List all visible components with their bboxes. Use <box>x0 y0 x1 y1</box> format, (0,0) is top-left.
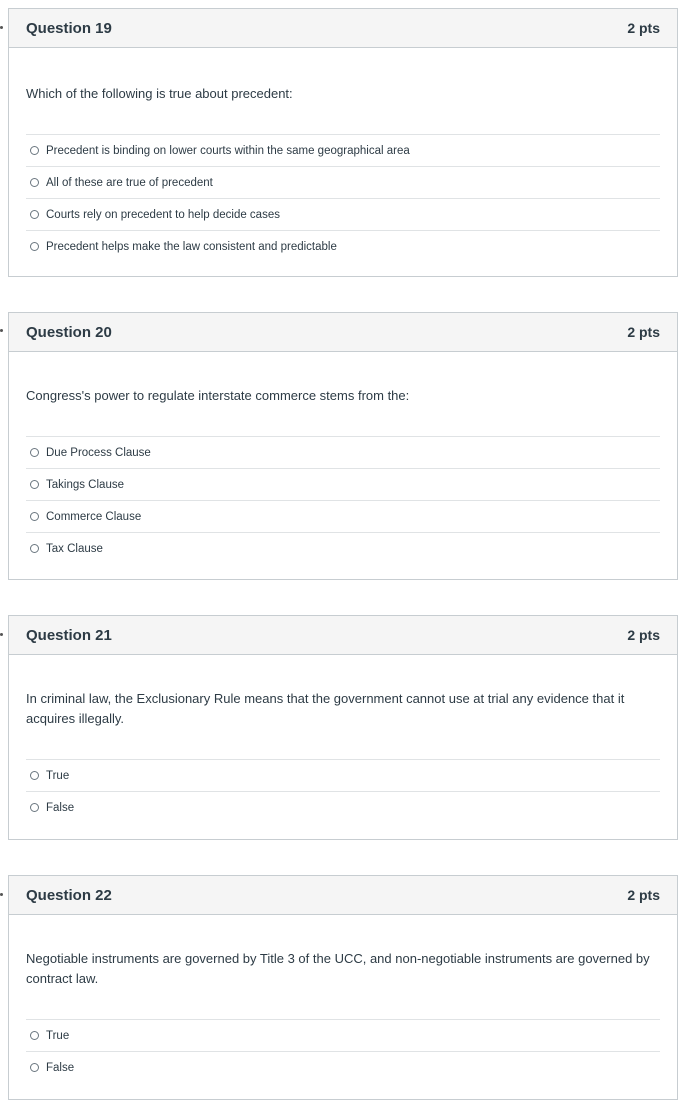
radio-button[interactable] <box>30 803 39 812</box>
answer-option[interactable] <box>26 135 660 167</box>
answer-option[interactable] <box>26 231 660 262</box>
question-header <box>9 616 677 655</box>
radio-button[interactable] <box>30 544 39 553</box>
answer-label: True <box>46 1029 70 1042</box>
answer-option[interactable] <box>26 533 660 564</box>
answer-option[interactable] <box>26 760 660 792</box>
answer-list <box>26 134 660 262</box>
question-text: Negotiable instruments are governed by Title 3 of the UCC, and non-negotiable instruments are governed by contract law. <box>26 951 650 986</box>
radio-button[interactable] <box>30 448 39 457</box>
answer-option[interactable] <box>26 437 660 469</box>
question-22 <box>8 875 678 1100</box>
question-title: Question 19 <box>26 19 112 37</box>
question-text: Congress's power to regulate interstate commerce stems from the: <box>26 388 410 403</box>
question-points: 2 pts <box>627 20 660 36</box>
radio-button[interactable] <box>30 1031 39 1040</box>
answer-label: Takings Clause <box>46 478 124 491</box>
question-points: 2 pts <box>627 887 660 903</box>
question-title: Question 20 <box>26 323 112 341</box>
question-title: Question 22 <box>26 886 112 904</box>
answer-option[interactable] <box>26 199 660 231</box>
radio-button[interactable] <box>30 480 39 489</box>
radio-button[interactable] <box>30 512 39 521</box>
answer-label: False <box>46 1061 75 1074</box>
answer-list <box>26 1019 660 1083</box>
question-20 <box>8 312 678 580</box>
answer-list <box>26 759 660 823</box>
answer-list <box>26 436 660 564</box>
question-21 <box>8 615 678 840</box>
answer-label: Tax Clause <box>46 542 103 555</box>
question-header <box>9 876 677 915</box>
question-marker <box>0 329 3 332</box>
answer-label: True <box>46 769 70 782</box>
answer-label: Precedent is binding on lower courts within the same geographical area <box>46 144 410 157</box>
radio-button[interactable] <box>30 1063 39 1072</box>
answer-option[interactable] <box>26 1020 660 1052</box>
answer-option[interactable] <box>26 1052 660 1083</box>
answer-option[interactable] <box>26 501 660 533</box>
radio-button[interactable] <box>30 210 39 219</box>
question-text: In criminal law, the Exclusionary Rule means that the government cannot use at trial any evidence that it acquires illegally. <box>26 691 625 726</box>
question-points: 2 pts <box>627 324 660 340</box>
question-marker <box>0 893 3 896</box>
question-points: 2 pts <box>627 627 660 643</box>
question-text: Which of the following is true about precedent: <box>26 86 293 101</box>
answer-label: Due Process Clause <box>46 446 151 459</box>
radio-button[interactable] <box>30 146 39 155</box>
question-marker <box>0 26 3 29</box>
answer-label: Precedent helps make the law consistent and predictable <box>46 240 337 253</box>
answer-label: Courts rely on precedent to help decide cases <box>46 208 280 221</box>
answer-label: Commerce Clause <box>46 510 142 523</box>
question-header <box>9 9 677 48</box>
radio-button[interactable] <box>30 242 39 251</box>
question-19 <box>8 8 678 277</box>
answer-label: False <box>46 801 75 814</box>
question-header <box>9 313 677 352</box>
question-marker <box>0 633 3 636</box>
answer-label: All of these are true of precedent <box>46 176 213 189</box>
answer-option[interactable] <box>26 792 660 823</box>
answer-option[interactable] <box>26 167 660 199</box>
radio-button[interactable] <box>30 178 39 187</box>
question-title: Question 21 <box>26 626 112 644</box>
answer-option[interactable] <box>26 469 660 501</box>
radio-button[interactable] <box>30 771 39 780</box>
